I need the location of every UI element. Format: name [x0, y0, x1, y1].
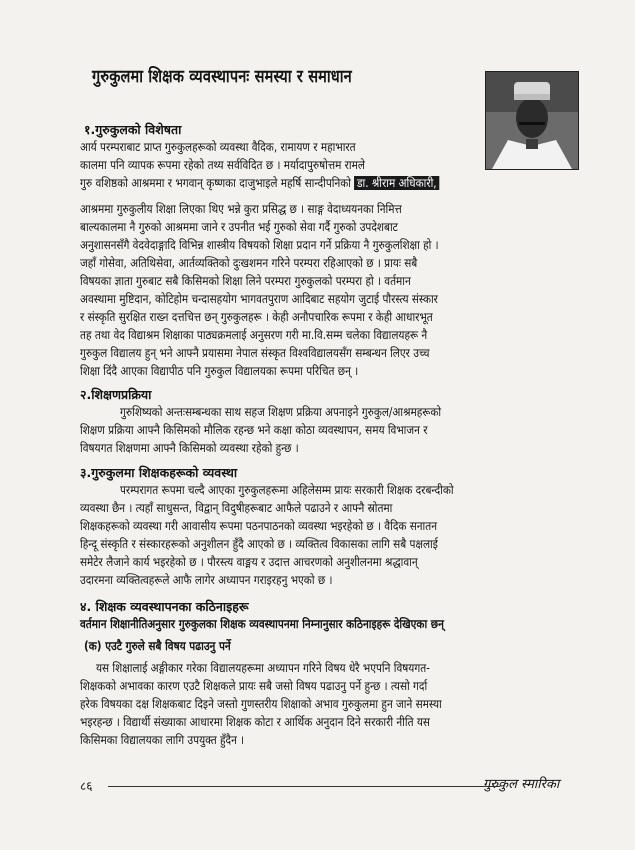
publication-name: गुरुकुल स्मारिका — [483, 777, 560, 792]
paragraph-line: बाल्यकालमा नै गुरुको आश्रममा जाने र उपनीत भई गुरुको सेवा गर्दै गुरुको उपदेशबाट — [80, 220, 398, 234]
paragraph-line: अवस्थामा मुष्टिदान, कोटिहोम चन्दासहयोग भागवतपुराण आदिबाट सहयोग जुटाई पौरस्त्य संस्कार — [80, 292, 438, 306]
paragraph-line — [80, 175, 439, 191]
section-heading: २.शिक्षणप्रक्रिया — [80, 387, 152, 402]
author-photo — [485, 71, 579, 170]
footer-divider — [108, 786, 500, 787]
paragraph-line: परम्परागत रूपमा चल्दै आएका गुरुकुलहरूमा अहिलेसम्म प्रायः सरकारी शिक्षक दरबन्दीको — [120, 483, 454, 497]
paragraph-line: समेटेर लैजाने कार्य भइरहेको छ । पौरस्त्य वाङ्मय र उदात्त आचरणको अनुशीलनमा श्रद्धावान् — [80, 555, 418, 569]
paragraph-line: गुरुशिष्यको अन्तःसम्बन्धका साथ सहज शिक्षण प्रक्रिया अपनाइने गुरुकुल/आश्रमहरूको — [120, 405, 442, 419]
paragraph-line: उदारमना व्यक्तित्वहरूले आफै लागेर अध्यापन गराइरहनु भएको छ । — [80, 573, 333, 587]
paragraph-line: शिक्षण प्रक्रिया आफ्नै किसिमको मौलिक रहन्छ भने कक्षा कोठा व्यवस्थापन, समय विभाजन र — [80, 423, 428, 437]
paragraph-line: र संस्कृति सुरक्षित राख्न दत्तचित्त छन् गुरुकुलहरू । केही अनौपचारिक रूपमा र केही आधारभूत — [80, 310, 433, 324]
paragraph-line: शिक्षकहरूको व्यवस्था गरी आवासीय रूपमा पठनपाठनको व्यवस्था भइरहेको छ । वैदिक सनातन — [80, 519, 437, 533]
paragraph-line: जहाँ गोसेवा, अतिथिसेवा, आर्तव्यक्तिको दुःखशमन गरिने परम्परा रहिआएको छ । प्रायः सबै — [80, 256, 418, 270]
paragraph-line: शिक्षकको अभावका कारण एउटै शिक्षकले प्रायः सबै जसो विषय पढाउनु पर्ने हुन्छ । त्यसो गर्दा — [80, 679, 428, 693]
paragraph-line: आश्रममा गुरुकुलीय शिक्षा लिएका थिए भन्ने कुरा प्रसिद्ध छ । साङ्ग वेदाध्ययनका निमित्त — [80, 202, 402, 216]
portrait-image — [486, 72, 578, 169]
paragraph-line: हिन्दू संस्कृति र संस्कारहरूको अनुशीलन हुँदै आएको छ । व्यक्तित्व विकासका लागि सबै पक्षलाई — [80, 537, 438, 551]
paragraph-line: कालमा पनि व्यापक रूपमा रहेको तथ्य सर्वविदित छ । मर्यादापुरुषोत्तम रामले — [80, 158, 365, 172]
paragraph-line: किसिमका विद्यालयका लागि उपयुक्त हुँदैन । — [80, 733, 245, 747]
page-number: ८६ — [80, 779, 93, 793]
paragraph-line: अनुशासनसँगै वेदवेदाङ्गादि विभिन्न शास्त्रीय विषयको शिक्षा प्रदान गर्ने प्रक्रिया नै गुरुकुलशिक्षा हो । — [80, 238, 439, 252]
paragraph-line: गुरुकुल विद्यालय हुन् भने आफ्नै प्रयासमा नेपाल संस्कृत विश्वविद्यालयसँग सम्बन्धन लिएर उच्च — [80, 346, 430, 360]
section-heading: ३.गुरुकुलमा शिक्षकहरूको व्यवस्था — [80, 465, 238, 480]
paragraph-line: हरेक विषयका दक्ष शिक्षकबाट दिइने जस्तो गुणस्तरीय शिक्षाको अभाव गुरुकुलमा हुन जाने समस्या — [80, 697, 442, 711]
paragraph-line: तह तथा वेद विद्याश्रम शिक्षाका पाठ्यक्रमलाई अनुसरण गरी मा.वि.सम्म चलेका विद्यालयहरू नै — [80, 328, 428, 342]
paragraph-text: गुरु वशिष्ठको आश्रममा र भगवान् कृष्णका दाजुभाइले महर्षि सान्दीपनिको — [80, 176, 352, 190]
paragraph-line: विषयका ज्ञाता गुरुबाट सबै किसिमको शिक्षा लिने परम्परा गुरुकुलको परम्परा हो । वर्तमान — [80, 274, 411, 288]
paragraph-line: भइरहन्छ । विद्यार्थी संख्याका आधारमा शिक्षक कोटा र आर्थिक अनुदान दिने सरकारी नीति यस — [80, 715, 430, 729]
sub-heading: (क) एउटै गुरुले सबै विषय पढाउनु पर्ने — [84, 639, 231, 653]
page-title: गुरुकुलमा शिक्षक व्यवस्थापनः समस्या र समाधान — [92, 67, 352, 87]
section-heading: १.गुरुकुलको विशेषता — [84, 122, 182, 137]
paragraph-line: यस शिक्षालाई अङ्गीकार गरेका विद्यालयहरूमा अध्यापन गरिने विषय धेरै भएपनि विषयगत- — [96, 661, 430, 675]
section-intro: वर्तमान शिक्षानीतिअनुसार गुरुकुलका शिक्षक व्यवस्थापनमा निम्नानुसार कठिनाइहरू देखिएका छन् — [80, 617, 444, 631]
section-heading: ४. शिक्षक व्यवस्थापनका कठिनाइहरू — [80, 599, 249, 614]
author-name: डा. श्रीराम अधिकारी, — [354, 176, 439, 190]
paragraph-line: शिक्षा दिंदै आएका विद्यापीठ पनि गुरुकुल विद्यालयका रूपमा परिचित छन् । — [80, 364, 359, 378]
paragraph-line: विषयगत शिक्षणमा आफ्नै किसिमको व्यवस्था रहेको हुन्छ । — [80, 441, 299, 455]
paragraph-line: व्यवस्था छैन । त्यहाँ साधुसन्त, विद्वान् विदुषीहरूबाट आफैले पढाउने र आफ्नै स्रोतमा — [80, 501, 393, 515]
paragraph-line: आर्य परम्पराबाट प्राप्त गुरुकुलहरूको व्यवस्था वैदिक, रामायण र महाभारत — [80, 140, 356, 154]
